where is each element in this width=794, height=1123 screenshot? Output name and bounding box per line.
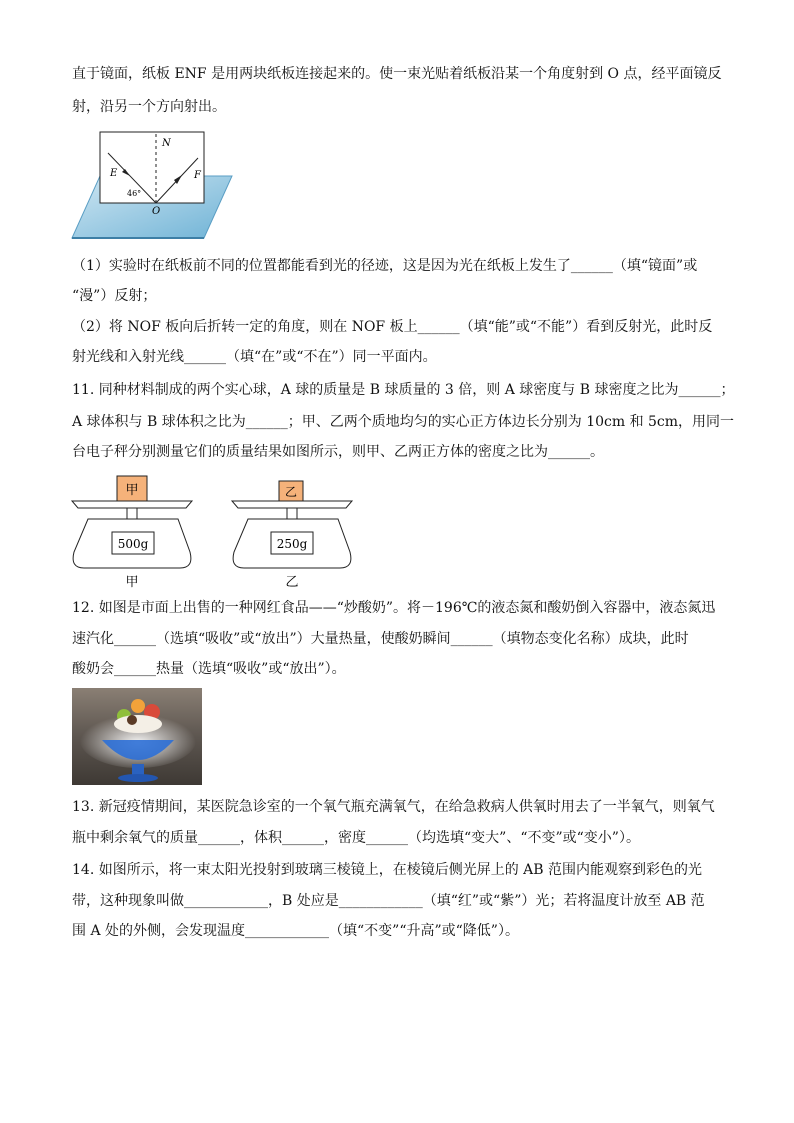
text-line-6: 射光线和入射光线______（填“在”或“不在”）同一平面内。 bbox=[72, 349, 437, 365]
scale-left-caption: 甲 bbox=[125, 575, 139, 590]
bowl-base bbox=[118, 774, 158, 782]
text-line-8: A 球体积与 B 球体积之比为______；甲、乙两个质地均匀的实心正方体边长分别为 10cm 和 5cm，用同一 bbox=[72, 414, 735, 430]
chocolate-ball bbox=[127, 715, 137, 725]
scale-left-reading: 500g bbox=[117, 537, 149, 551]
label-e: E bbox=[110, 168, 118, 179]
text-line-1: 直于镜面，纸板 ENF 是用两块纸板连接起来的。使一束光贴着纸板沿某一个角度射到 O 点，经平面镜反 bbox=[72, 66, 722, 82]
cube-yi-label: 乙 bbox=[284, 485, 298, 499]
text-line-11: 速汽化______（选填“吸收”或“放出”）大量热量，使酸奶瞬间______（填物态变化名称）成块，此时 bbox=[72, 631, 689, 647]
text-line-2: 射，沿另一个方向射出。 bbox=[72, 99, 226, 115]
text-line-16: 带，这种现象叫做____________，B 处应是____________（填“红”或“紫”）光；若将温度计放至 AB 范 bbox=[72, 893, 705, 909]
label-n: N bbox=[162, 138, 171, 149]
scale-right-reading: 250g bbox=[276, 537, 308, 551]
scale-left-post bbox=[127, 508, 137, 519]
text-line-14: 瓶中剩余氧气的质量______，体积______，密度______（均选填“变大”、“不变”或“变小”）。 bbox=[72, 830, 640, 846]
scales-figure bbox=[70, 470, 360, 592]
reflection-figure bbox=[70, 128, 235, 243]
text-line-3: （1）实验时在纸板前不同的位置都能看到光的径迹，这是因为光在纸板上发生了______（填“镜面”或 bbox=[72, 258, 698, 274]
fruit-orange bbox=[131, 699, 145, 713]
fried-yogurt-photo bbox=[72, 688, 202, 785]
scale-left-pan bbox=[72, 501, 192, 508]
text-line-5: （2）将 NOF 板向后折转一定的角度，则在 NOF 板上______（填“能”或“不能”）看到反射光，此时反 bbox=[72, 319, 713, 335]
text-line-9: 台电子秤分别测量它们的质量结果如图所示，则甲、乙两正方体的密度之比为______。 bbox=[72, 444, 604, 460]
text-line-17: 围 A 处的外侧，会发现温度____________（填“不变”“升高”或“降低”）。 bbox=[72, 923, 519, 939]
text-line-12: 酸奶会______热量（选填“吸收”或“放出”）。 bbox=[72, 661, 346, 677]
label-angle: 46° bbox=[127, 189, 142, 198]
cube-jia-label: 甲 bbox=[125, 483, 139, 498]
text-line-15: 14. 如图所示，将一束太阳光投射到玻璃三棱镜上，在棱镜后侧光屏上的 AB 范围内能观察到彩色的光 bbox=[72, 862, 703, 878]
scale-right-caption: 乙 bbox=[285, 575, 299, 590]
text-line-7: 11. 同种材料制成的两个实心球，A 球的质量是 B 球质量的 3 倍，则 A 球密度与 B 球密度之比为______； bbox=[72, 382, 735, 398]
yogurt-chunks bbox=[114, 715, 162, 733]
label-f: F bbox=[194, 170, 201, 181]
text-line-4: “漫”）反射； bbox=[72, 288, 157, 304]
text-line-13: 13. 新冠疫情期间，某医院急诊室的一个氧气瓶充满氧气，在给急救病人供氧时用去了一半氧气，则氧气 bbox=[72, 799, 715, 815]
text-line-10: 12. 如图是市面上出售的一种网红食品——“炒酸奶”。将－196℃的液态氮和酸奶倒入容器中，液态氮迅 bbox=[72, 600, 716, 616]
scale-right-post bbox=[287, 508, 297, 519]
scale-right-pan bbox=[232, 501, 352, 508]
label-o: O bbox=[152, 206, 161, 217]
